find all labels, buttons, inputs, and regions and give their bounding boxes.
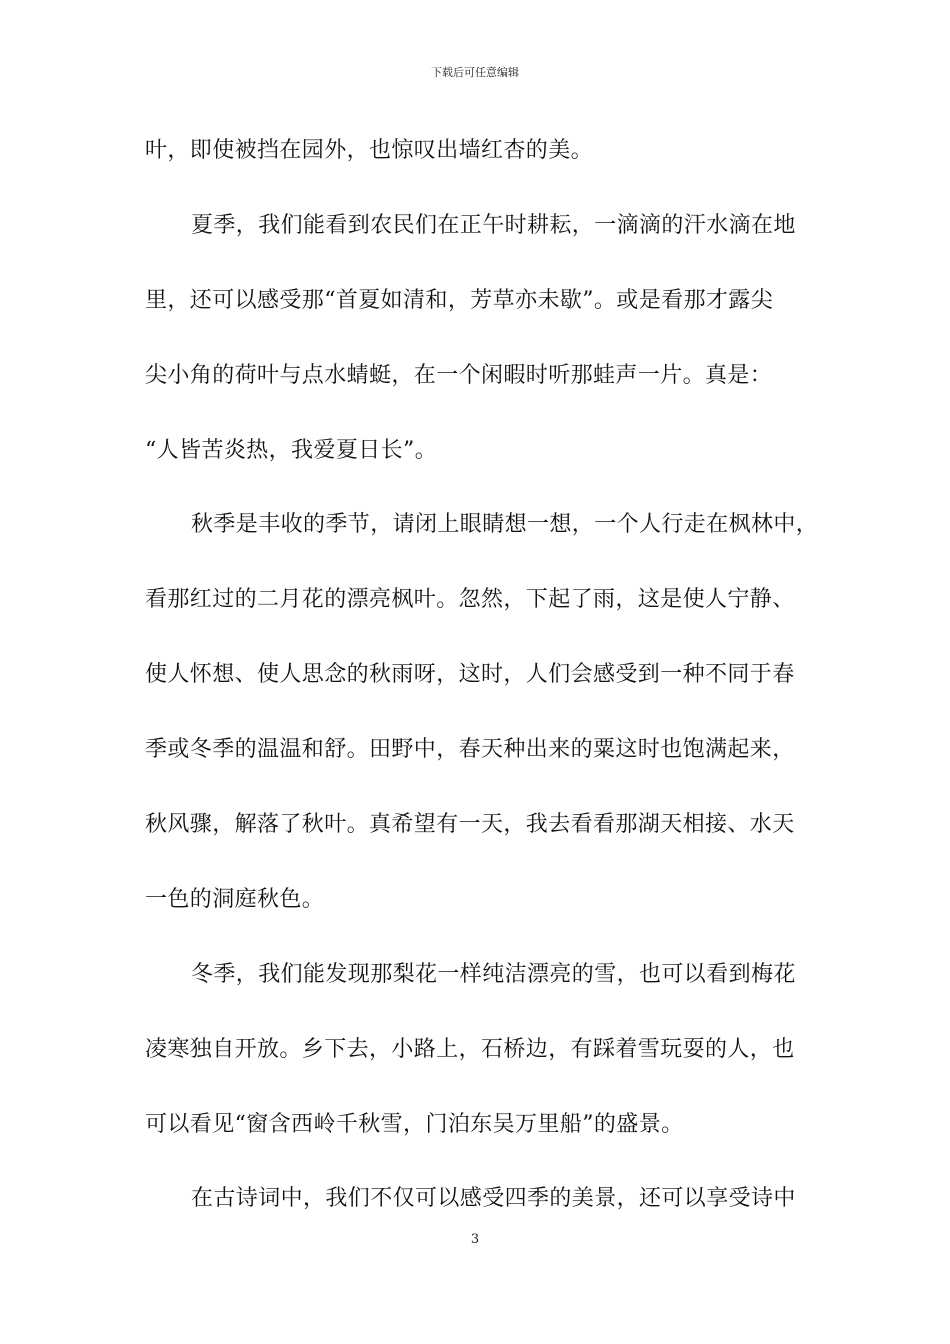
text-line: 看那红过的二月花的漂亮枫叶。忽然，下起了雨，这是使人宁静、	[145, 587, 795, 613]
paragraph-start-line: 冬季，我们能发现那梨花一样纯洁漂亮的雪，也可以看到梅花	[191, 961, 796, 987]
page-number: 3	[470, 1232, 480, 1247]
text-line: 季或冬季的温温和舒。田野中，春天种出来的粟这时也饱满起来，	[145, 737, 795, 763]
text-line: 一色的洞庭秋色。	[145, 886, 325, 912]
text-line: 秋风骤，解落了秋叶。真希望有一天，我去看看那湖天相接、水天	[145, 812, 795, 838]
text-line: 尖小角的荷叶与点水蜻蜓，在一个闲暇时听那蛙声一片。真是：	[145, 362, 773, 388]
text-line: 叶，即使被挡在园外，也惊叹出墙红杏的美。	[145, 138, 594, 163]
text-line: 使人怀想、使人思念的秋雨呀，这时，人们会感受到一种不同于春	[145, 662, 795, 688]
document-body	[145, 127, 835, 1250]
text-line: “人皆苦炎热，我爱夏日长”。	[145, 437, 438, 463]
paragraph-start-line: 夏季，我们能看到农民们在正午时耕耘，一滴滴的汗水滴在地	[191, 212, 796, 238]
text-line: 凌寒独自开放。乡下去，小路上，石桥边，有踩着雪玩耍的人，也	[145, 1036, 795, 1062]
text-line: 里，还可以感受那“首夏如清和，芳草亦未歇”。或是看那才露尖	[145, 287, 774, 313]
paragraph-start-line: 秋季是丰收的季节，请闭上眼睛想一想，一个人行走在枫林中，	[191, 512, 819, 538]
page-header: 下载后可任意编辑	[431, 66, 519, 79]
paragraph-start-line: 在古诗词中，我们不仅可以感受四季的美景，还可以享受诗中	[191, 1186, 796, 1212]
text-line: 可以看见“窗含西岭千秋雪，门泊东吴万里船”的盛景。	[145, 1111, 684, 1137]
